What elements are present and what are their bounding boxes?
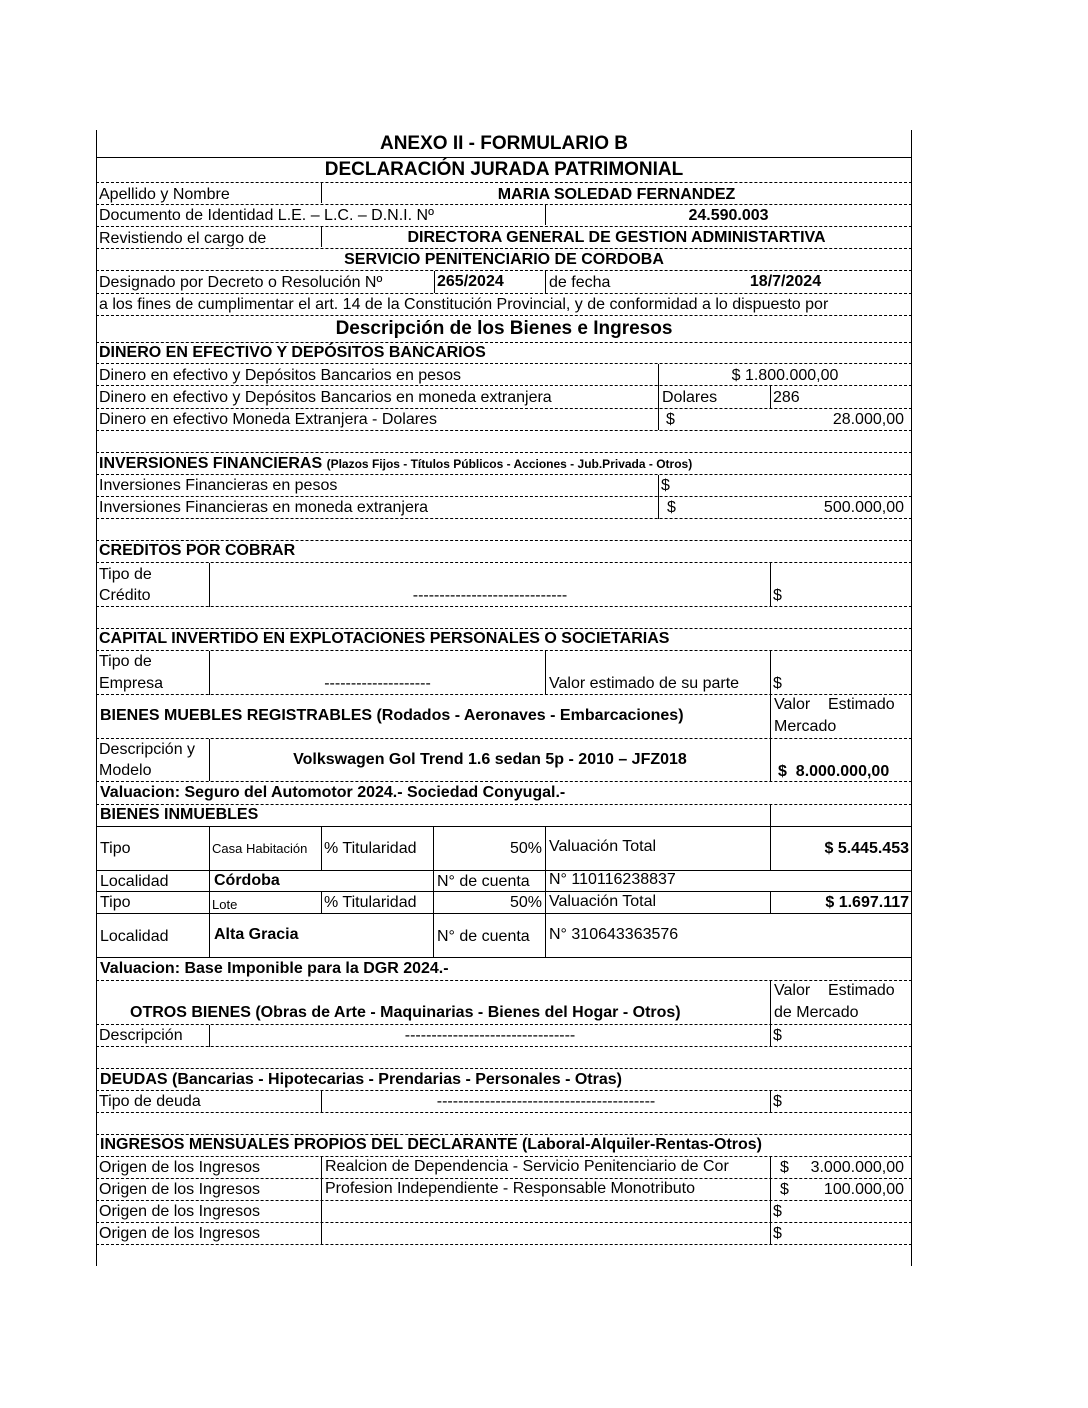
income-row-1-symbol: $ xyxy=(780,1159,789,1176)
investments-foreign-label: Inversiones Financieras en moneda extranjera xyxy=(99,499,429,516)
property-2-account-label: N° de cuenta xyxy=(437,928,530,945)
cell-divider xyxy=(545,651,546,695)
cell-divider xyxy=(770,1091,771,1113)
capital-type-label-1: Tipo de xyxy=(99,653,152,670)
divider xyxy=(96,650,912,651)
cash-foreign-currency: Dolares xyxy=(662,389,718,406)
vehicles-value: $ 8.000.000,00 xyxy=(778,763,890,780)
income-row-3-symbol: $ xyxy=(773,1203,782,1220)
page-title: DECLARACIÓN JURADA PATRIMONIAL xyxy=(324,159,684,180)
section-title: Descripción de los Bienes e Ingresos xyxy=(335,318,673,339)
property-2-ownership-value: 50% xyxy=(509,894,542,911)
divider xyxy=(96,385,912,386)
divider xyxy=(96,1024,912,1025)
other-assets-heading: OTROS BIENES (Obras de Arte - Maquinarias - Bienes del Hogar - Otros) xyxy=(130,1004,681,1021)
cell-divider xyxy=(770,651,771,781)
divider xyxy=(96,226,912,227)
divider xyxy=(96,315,912,316)
document-value: 24.590.003 xyxy=(688,207,769,224)
real-estate-heading: BIENES INMUEBLES xyxy=(100,806,259,823)
property-2-valuation-label: Valuación Total xyxy=(549,893,657,910)
divider xyxy=(96,804,912,805)
income-row-4-label: Origen de los Ingresos xyxy=(99,1225,260,1242)
investments-foreign-value: 500.000,00 xyxy=(823,499,904,516)
property-2-valuation-value: $ 1.697.117 xyxy=(825,894,909,911)
property-1-type-label: Tipo xyxy=(100,840,131,857)
divider xyxy=(96,980,912,981)
cell-divider xyxy=(209,827,210,958)
capital-type-value: -------------------- xyxy=(324,675,431,692)
income-row-2-value: 100.000,00 xyxy=(823,1181,904,1198)
cell-divider xyxy=(658,475,659,519)
divider xyxy=(96,518,912,519)
cell-divider xyxy=(321,891,322,913)
divider xyxy=(96,452,912,453)
capital-type-label-2: Empresa xyxy=(99,675,164,692)
divider xyxy=(96,870,912,871)
divider xyxy=(96,1244,912,1245)
property-2-locality-label: Localidad xyxy=(100,928,169,945)
divider xyxy=(96,540,912,541)
capital-symbol: $ xyxy=(773,675,782,692)
cell-divider xyxy=(321,1157,322,1245)
annex-title: ANEXO II - FORMULARIO B xyxy=(379,133,629,154)
investments-heading xyxy=(99,455,692,473)
other-assets-market-label-2: de Mercado xyxy=(774,1004,859,1021)
decree-value: 265/2024 xyxy=(437,273,504,290)
divider xyxy=(96,270,912,271)
debts-type-value: ----------------------------------------- xyxy=(436,1093,656,1110)
vehicles-market-label-2: Mercado xyxy=(774,718,837,735)
form-right-border xyxy=(911,130,912,1266)
debts-heading: DEUDAS (Bancarias - Hipotecarias - Prendarias - Personales - Otras) xyxy=(100,1071,622,1088)
cell-divider xyxy=(770,981,771,1047)
divider xyxy=(96,1112,912,1113)
income-row-2-label: Origen de los Ingresos xyxy=(99,1181,260,1198)
investments-pesos-label: Inversiones Financieras en pesos xyxy=(99,477,338,494)
cash-pesos-value: $ 1.800.000,00 xyxy=(731,367,839,384)
cell-divider xyxy=(770,386,771,408)
divider xyxy=(96,182,912,183)
divider xyxy=(96,913,912,914)
name-label: Apellido y Nombre xyxy=(99,186,230,203)
cell-divider xyxy=(545,271,546,293)
divider xyxy=(96,891,912,892)
cash-usd-symbol: $ xyxy=(666,411,675,428)
property-1-type-value: Casa Habitación xyxy=(212,841,308,856)
divider xyxy=(96,1222,912,1223)
cell-divider xyxy=(770,891,771,913)
cell-divider xyxy=(770,1157,771,1245)
property-2-locality-value: Alta Gracia xyxy=(214,926,299,943)
property-1-ownership-label: % Titularidad xyxy=(324,840,417,857)
date-value: 18/7/2024 xyxy=(749,273,822,290)
cell-divider xyxy=(434,271,435,293)
vehicles-desc-label-1: Descripción y xyxy=(99,741,196,758)
cell-divider xyxy=(770,827,771,871)
capital-heading: CAPITAL INVERTIDO EN EXPLOTACIONES PERSONALES O SOCIETARIAS xyxy=(99,630,670,647)
investments-heading-main: INVERSIONES FINANCIERAS xyxy=(99,455,323,472)
income-row-1-label: Origen de los Ingresos xyxy=(99,1159,260,1176)
divider xyxy=(96,1178,912,1179)
credits-type-label-1: Tipo de xyxy=(99,566,152,583)
divider xyxy=(96,781,912,782)
credits-type-label-2: Crédito xyxy=(99,587,151,604)
divider xyxy=(96,694,912,695)
cell-divider xyxy=(545,827,546,958)
property-1-valuation-value: $ 5.445.453 xyxy=(824,840,909,857)
property-2-type-label: Tipo xyxy=(100,894,131,911)
divider xyxy=(96,204,912,205)
divider xyxy=(96,1046,912,1047)
vehicles-desc-label-2: Modelo xyxy=(99,762,152,779)
other-assets-symbol: $ xyxy=(773,1027,782,1044)
income-row-4-symbol: $ xyxy=(773,1225,782,1242)
divider xyxy=(96,1090,912,1091)
other-assets-desc-label: Descripción xyxy=(99,1027,183,1044)
vehicles-market-label-1: Valor Estimado xyxy=(774,696,895,713)
capital-part-label: Valor estimado de su parte xyxy=(549,675,740,692)
property-1-locality-value: Córdoba xyxy=(214,872,280,889)
other-assets-desc-value: -------------------------------- xyxy=(404,1027,576,1044)
cash-pesos-label: Dinero en efectivo y Depósitos Bancarios en pesos xyxy=(99,367,461,384)
debts-symbol: $ xyxy=(773,1093,782,1110)
service-value: SERVICIO PENITENCIARIO DE CORDOBA xyxy=(344,251,664,268)
divider xyxy=(96,157,912,158)
form-left-border xyxy=(96,130,97,1266)
debts-type-label: Tipo de deuda xyxy=(99,1093,201,1110)
divider xyxy=(96,1068,912,1069)
investments-pesos-symbol: $ xyxy=(661,477,670,494)
divider xyxy=(96,606,912,607)
real-estate-valuation-note: Valuacion: Base Imponible para la DGR 2024.- xyxy=(100,960,449,977)
divider xyxy=(96,562,912,563)
divider xyxy=(96,430,912,431)
vehicles-heading: BIENES MUEBLES REGISTRABLES (Rodados - Aeronaves - Embarcaciones) xyxy=(100,707,684,724)
divider xyxy=(96,738,912,739)
cash-foreign-label: Dinero en efectivo y Depósitos Bancarios en moneda extranjera xyxy=(99,389,552,406)
date-label: de fecha xyxy=(549,274,611,291)
income-row-2-detail: Profesion Independiente - Responsable Monotributo xyxy=(325,1180,696,1197)
property-2-ownership-label: % Titularidad xyxy=(324,894,417,911)
divider xyxy=(96,408,912,409)
name-value: MARIA SOLEDAD FERNANDEZ xyxy=(497,186,736,203)
property-1-locality-label: Localidad xyxy=(100,873,169,890)
property-2-type-value: Lote xyxy=(212,897,238,912)
cash-usd-value: 28.000,00 xyxy=(832,411,904,428)
divider xyxy=(96,342,912,343)
divider xyxy=(96,363,912,364)
role-label: Revistiendo el cargo de xyxy=(99,230,267,247)
divider xyxy=(96,248,912,249)
credits-symbol: $ xyxy=(773,587,782,604)
cash-heading: DINERO EN EFECTIVO Y DEPÓSITOS BANCARIOS xyxy=(99,344,486,361)
vehicles-valuation-note: Valuacion: Seguro del Automotor 2024.- Sociedad Conyugal.- xyxy=(100,784,566,801)
investments-foreign-symbol: $ xyxy=(667,499,676,516)
investments-heading-detail: (Plazos Fijos - Títulos Públicos - Acciones - Jub.Privada - Otros) xyxy=(326,457,693,471)
divider xyxy=(96,293,912,294)
vehicles-desc-value: Volkswagen Gol Trend 1.6 sedan 5p - 2010 – JFZ018 xyxy=(293,751,687,768)
purpose-text: a los fines de cumplimentar el art. 14 de la Constitución Provincial, y de conformidad a lo dispuesto por xyxy=(99,296,829,313)
divider xyxy=(96,628,912,629)
cell-divider xyxy=(321,827,322,871)
income-heading: INGRESOS MENSUALES PROPIOS DEL DECLARANTE (Laboral-Alquiler-Rentas-Otros) xyxy=(100,1136,762,1153)
property-1-account-label: N° de cuenta xyxy=(437,873,530,890)
credits-heading: CREDITOS POR COBRAR xyxy=(99,542,296,559)
divider xyxy=(96,1134,912,1135)
divider xyxy=(96,1156,912,1157)
property-1-valuation-label: Valuación Total xyxy=(549,838,657,855)
divider xyxy=(96,474,912,475)
divider xyxy=(96,957,912,958)
property-1-ownership-value: 50% xyxy=(509,840,542,857)
divider xyxy=(96,1200,912,1201)
income-row-1-detail: Realcion de Dependencia - Servicio Penitenciario de Cor xyxy=(325,1158,729,1175)
decree-label: Designado por Decreto o Resolución Nº xyxy=(99,274,383,291)
other-assets-market-label-1: Valor Estimado xyxy=(774,982,895,999)
divider xyxy=(96,496,912,497)
property-1-account-value: N° 110116238837 xyxy=(549,871,676,888)
property-2-account-value: N° 310643363576 xyxy=(549,926,679,943)
role-value: DIRECTORA GENERAL DE GESTION ADMINISTARTIVA xyxy=(407,229,826,246)
cell-divider xyxy=(770,563,771,607)
cash-foreign-amount: 286 xyxy=(773,389,800,406)
credits-type-value: ----------------------------- xyxy=(412,587,568,604)
income-row-2-symbol: $ xyxy=(780,1181,789,1198)
divider xyxy=(96,826,912,827)
document-label: Documento de Identidad L.E. – L.C. – D.N.I. Nº xyxy=(99,207,434,224)
income-row-3-label: Origen de los Ingresos xyxy=(99,1203,260,1220)
cash-usd-label: Dinero en efectivo Moneda Extranjera - Dolares xyxy=(99,411,437,428)
cell-divider xyxy=(770,805,771,827)
income-row-1-value: 3.000.000,00 xyxy=(810,1159,904,1176)
